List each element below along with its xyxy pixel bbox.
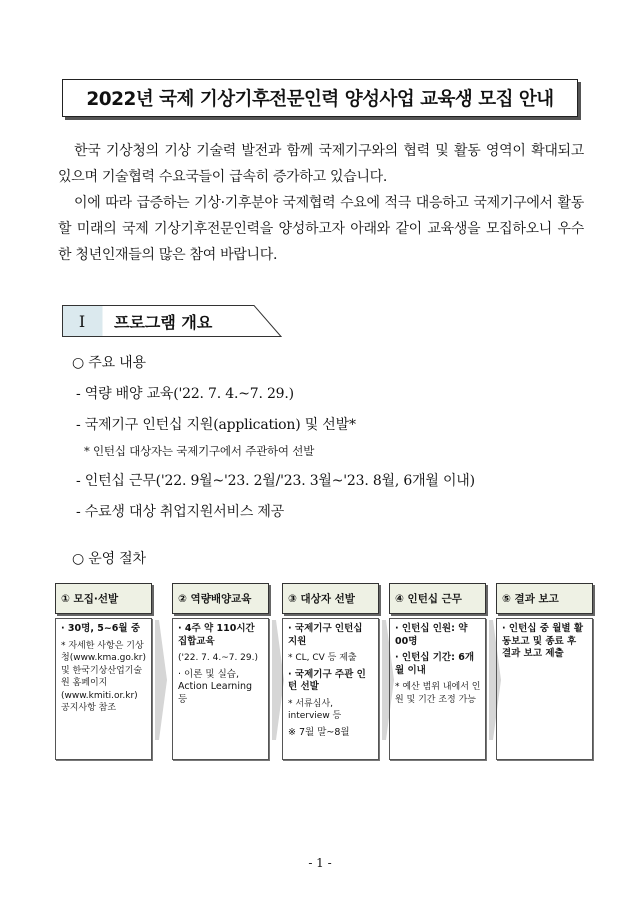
footnote: * 인턴십 대상자는 국제기구에서 주관하여 선발 [84,444,315,458]
process-step-body [282,618,379,760]
list-item: - 인턴십 근무('22. 9월~'23. 2월/'23. 3월~'23. 8월, 6개월 이내) [76,473,475,489]
intro-paragraph: 이에 따라 급증하는 기상·기후분야 국제협력 수요에 적극 대응하고 국제기구에서 활동할 미래의 국제 기상기후전문인력을 양성하고자 아래와 같이 교육생을 모집하오니 우수한 청년인재들의 많은 참여 바랍니다. [58,195,584,263]
process-step [172,583,269,760]
process-step-line: · 4주 약 110시간 집합교육 [178,623,255,647]
process-step [389,583,486,760]
process-step-line: · 인턴십 기간: 6개월 이내 [395,652,475,676]
process-step-body [389,618,486,760]
process-step [496,583,593,760]
process-step-line: · 30명, 5~6월 중 [61,623,141,634]
section-number: Ⅰ [78,311,86,331]
process-step-line: * CL, CV 등 제출 [288,653,357,663]
process-step-title: ① 모집·선발 [55,583,152,614]
process-step [282,583,379,760]
process-step-line: * 자세한 사항은 기상청(www.kma.go.kr) 및 한국기상산업기술원 홈페이지(www.kmiti.or.kr) 공지사항 참조 [61,640,147,713]
process-step-title: ③ 대상자 선발 [282,583,379,614]
subheading-procedure: ○ 운영 절차 [72,551,146,567]
process-step-title: ⑤ 결과 보고 [496,583,593,614]
process-step-line: ('22. 7. 4.~7. 29.) [178,653,259,663]
process-step-body [172,618,269,760]
process-step-body [496,618,593,760]
process-step-title: ② 역량배양교육 [172,583,269,614]
process-step-line: · 국제기구 인턴십 지원 [288,623,363,647]
page-number: - 1 - [308,856,332,870]
process-step-body [55,618,152,760]
intro-text [58,138,584,268]
process-step-line: · 이론 및 실습, Action Learning 등 [178,668,253,705]
process-step-line: * 서류심사, interview 등 [288,698,342,721]
intro-paragraph: 한국 기상청의 기상 기술력 발전과 함께 국제기구와의 협력 및 활동 영역이 확대되고 있으며 기술협력 수요국들이 급속히 증가하고 있습니다. [58,143,584,185]
section-heading [62,305,282,337]
process-step-line: * 예산 범위 내에서 인원 및 기간 조정 가능 [395,682,481,705]
process-step-title: ④ 인턴십 근무 [389,583,486,614]
process-step-line: ※ 7월 말~8월 [288,726,350,738]
process-step [55,583,152,760]
chevron-right-icon [155,620,167,740]
list-item: - 국제기구 인턴십 지원(application) 및 선발* [76,417,356,433]
subheading-main-content: ○ 주요 내용 [72,355,146,371]
process-step-line: · 인턴십 중 월별 활동보고 및 종료 후 결과 보고 제출 [502,623,584,659]
document-title: 2022년 국제 기상기후전문인력 양성사업 교육생 모집 안내 [62,79,578,117]
section-title: 프로그램 개요 [114,312,213,332]
list-item: - 역량 배양 교육('22. 7. 4.~7. 29.) [76,386,294,402]
process-step-line: · 국제기구 주관 인턴 선발 [288,668,366,692]
list-item: - 수료생 대상 취업지원서비스 제공 [76,504,285,520]
process-step-line: · 인턴십 인원: 약 00명 [395,623,468,647]
